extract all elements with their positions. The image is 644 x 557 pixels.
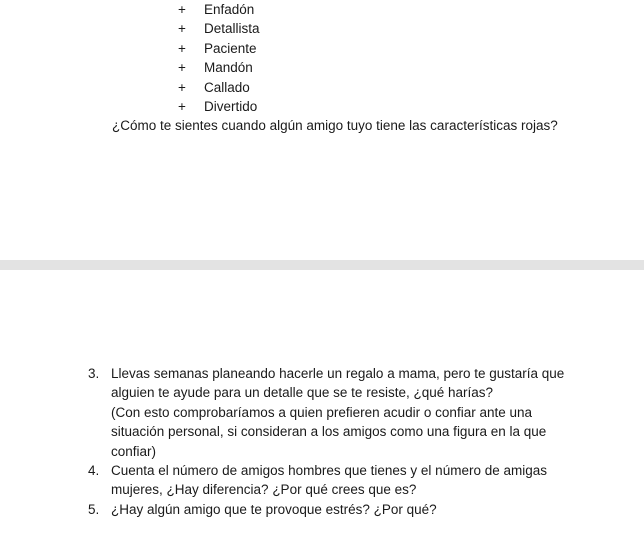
question-text-line: Cuenta el número de amigos hombres que tienes y el número de amigas xyxy=(111,463,547,479)
question-text-line: ¿Hay algún amigo que te provoque estrés? ¿Por qué? xyxy=(111,501,437,517)
list-item xyxy=(178,97,260,116)
plus-bullet-icon: + xyxy=(178,40,186,56)
list-item xyxy=(178,0,260,19)
trait-label: Callado xyxy=(204,79,250,95)
question-item-5 xyxy=(88,500,568,519)
plus-bullet-icon: + xyxy=(178,21,186,37)
page-separator xyxy=(0,260,644,270)
document-page-bottom xyxy=(0,270,644,557)
question-text-line: alguien te ayude para un detalle que se te resiste, ¿qué harías? xyxy=(111,385,494,401)
list-item xyxy=(178,78,260,97)
list-item xyxy=(178,39,260,58)
question-text-line: confiar) xyxy=(111,443,157,459)
trait-label: Mandón xyxy=(204,60,253,76)
plus-bullet-icon: + xyxy=(178,60,186,76)
question-number: 5. xyxy=(88,501,100,517)
plus-bullet-icon: + xyxy=(178,98,186,114)
trait-label: Divertido xyxy=(204,98,258,114)
questions-list xyxy=(88,364,568,519)
trait-label: Paciente xyxy=(204,40,257,56)
document-page-top xyxy=(0,0,644,260)
question-text-line: Llevas semanas planeando hacerle un regalo a mama, pero te gustaría que xyxy=(111,366,565,381)
list-item xyxy=(178,58,260,77)
plus-bullet-icon: + xyxy=(178,2,186,17)
question-text-line: (Con esto comprobaríamos a quien prefieren acudir o confiar ante una xyxy=(111,404,532,420)
trait-label: Enfadón xyxy=(204,2,255,17)
trait-label: Detallista xyxy=(204,21,260,37)
question-text-line: situación personal, si consideran a los amigos como una figura en la que xyxy=(111,424,547,440)
plus-bullet-icon: + xyxy=(178,79,186,95)
red-traits-question: ¿Cómo te sientes cuando algún amigo tuyo tiene las características rojas? xyxy=(112,118,558,133)
question-item-3 xyxy=(88,364,568,461)
question-item-4 xyxy=(88,461,568,500)
list-item xyxy=(178,19,260,38)
question-number: 4. xyxy=(88,463,100,479)
question-text-line: mujeres, ¿Hay diferencia? ¿Por qué crees que es? xyxy=(111,482,417,498)
traits-list xyxy=(178,0,260,116)
question-number: 3. xyxy=(88,366,100,381)
